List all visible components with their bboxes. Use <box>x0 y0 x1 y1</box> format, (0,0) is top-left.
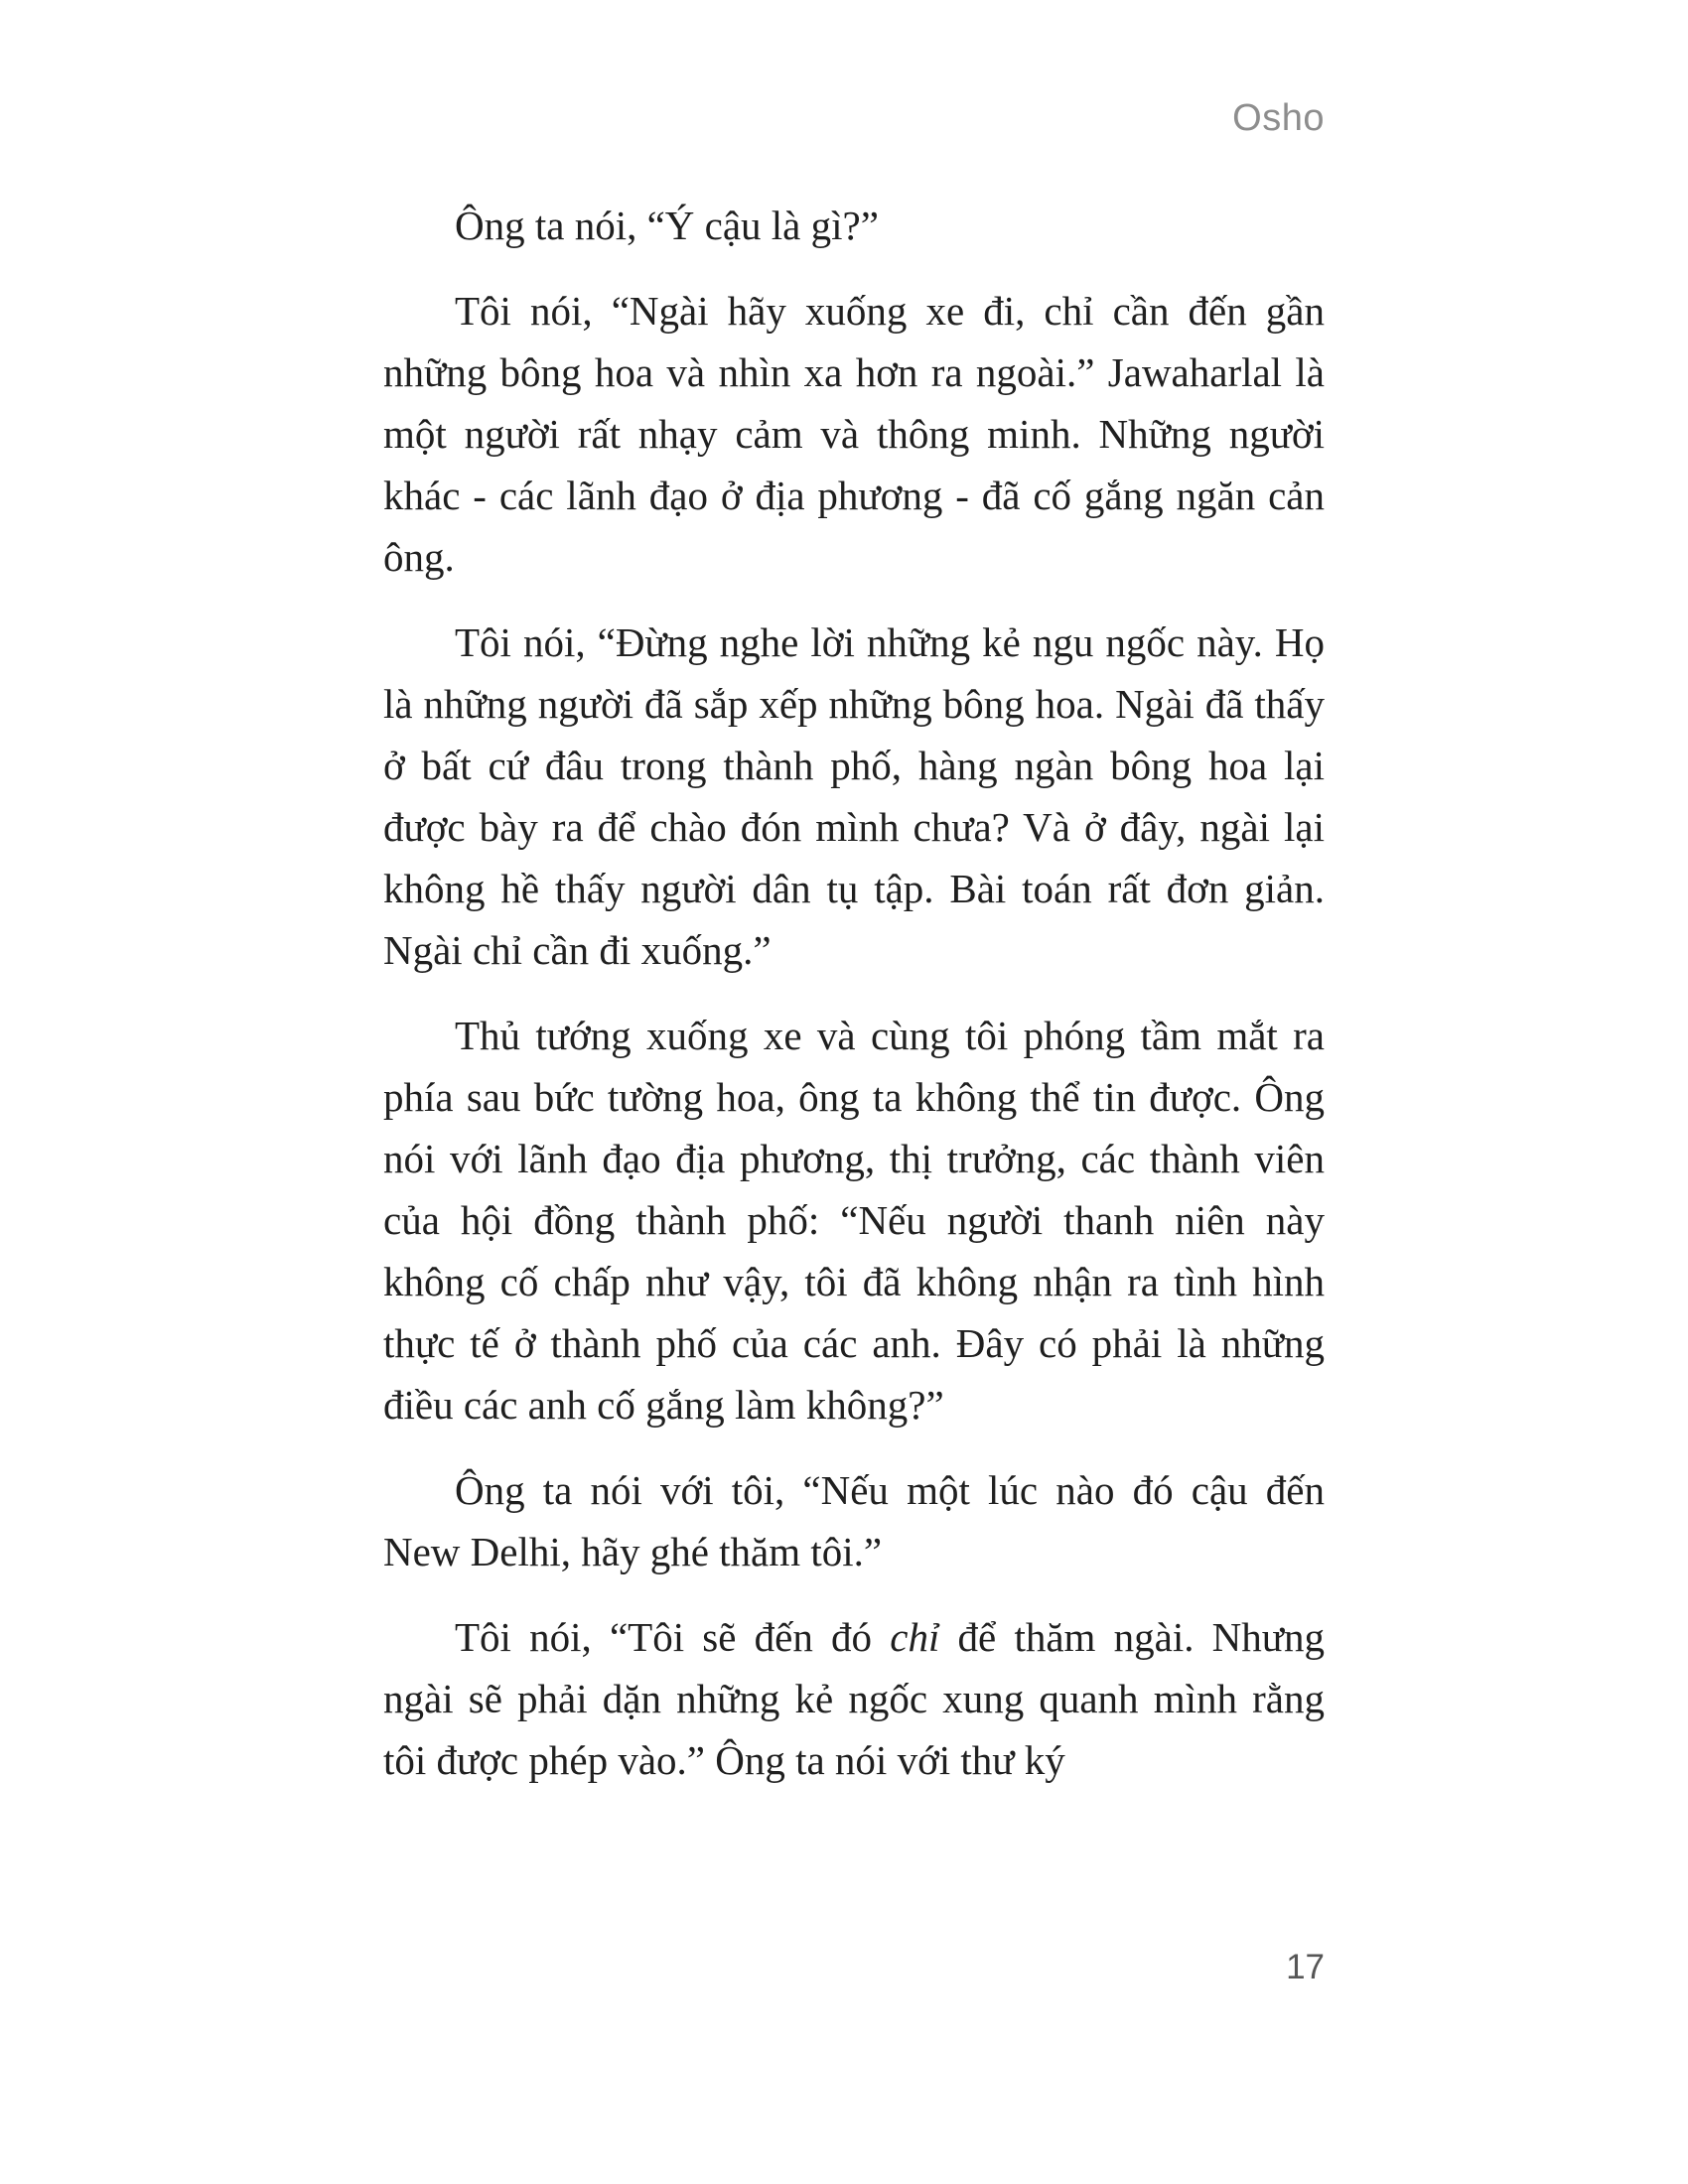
text-segment: Ông ta nói, “Ý cậu là gì?” <box>455 203 879 248</box>
text-segment: Tôi nói, “Tôi sẽ đến đó <box>455 1614 891 1660</box>
running-head-text: Osho <box>1232 97 1325 139</box>
text-segment: Thủ tướng xuống xe và cùng tôi phóng tầm mắt ra phía sau bức tường hoa, ông ta không thể tin được. Ông nói với lãnh đạo địa phương, thị trưởng, các thành viên của hội đồng thành phố: “Nếu người thanh niên này không cố chấp như vậy, tôi đã không nhận ra tình hình thực tế ở thành phố của các anh. Đây có phải là những điều các anh cố gắng làm không?” <box>383 1013 1325 1428</box>
italic-text-segment: chỉ <box>890 1614 940 1660</box>
paragraph <box>383 1005 1325 1435</box>
body-text <box>383 195 1325 1815</box>
text-segment: để thăm ngài. Nhưng ngài sẽ phải dặn những kẻ ngốc xung quanh mình rằng tôi được phép vào.” Ông ta nói với thư ký <box>383 1614 1326 1783</box>
paragraph <box>383 195 1325 256</box>
page-number-text: 17 <box>1286 1948 1325 1986</box>
page-number <box>383 1948 1325 1987</box>
paragraph <box>383 1459 1325 1582</box>
paragraph <box>383 280 1325 588</box>
paragraph <box>383 1606 1325 1791</box>
text-segment: Tôi nói, “Ngài hãy xuống xe đi, chỉ cần đến gần những bông hoa và nhìn xa hơn ra ngoài.” Jawaharlal là một người rất nhạy cảm và thông minh. Những người khác - các lãnh đạo ở địa phương - đã cố gắng ngăn cản ông. <box>383 288 1325 580</box>
paragraph <box>383 612 1325 981</box>
text-segment: Tôi nói, “Đừng nghe lời những kẻ ngu ngốc này. Họ là những người đã sắp xếp những bông hoa. Ngài đã thấy ở bất cứ đâu trong thành phố, hàng ngàn bông hoa lại được bày ra để chào đón mình chưa? Và ở đây, ngài lại không hề thấy người dân tụ tập. Bài toán rất đơn giản. Ngài chỉ cần đi xuống.” <box>383 619 1325 973</box>
running-head <box>383 97 1325 140</box>
text-segment: Ông ta nói với tôi, “Nếu một lúc nào đó cậu đến New Delhi, hãy ghé thăm tôi.” <box>383 1467 1325 1574</box>
